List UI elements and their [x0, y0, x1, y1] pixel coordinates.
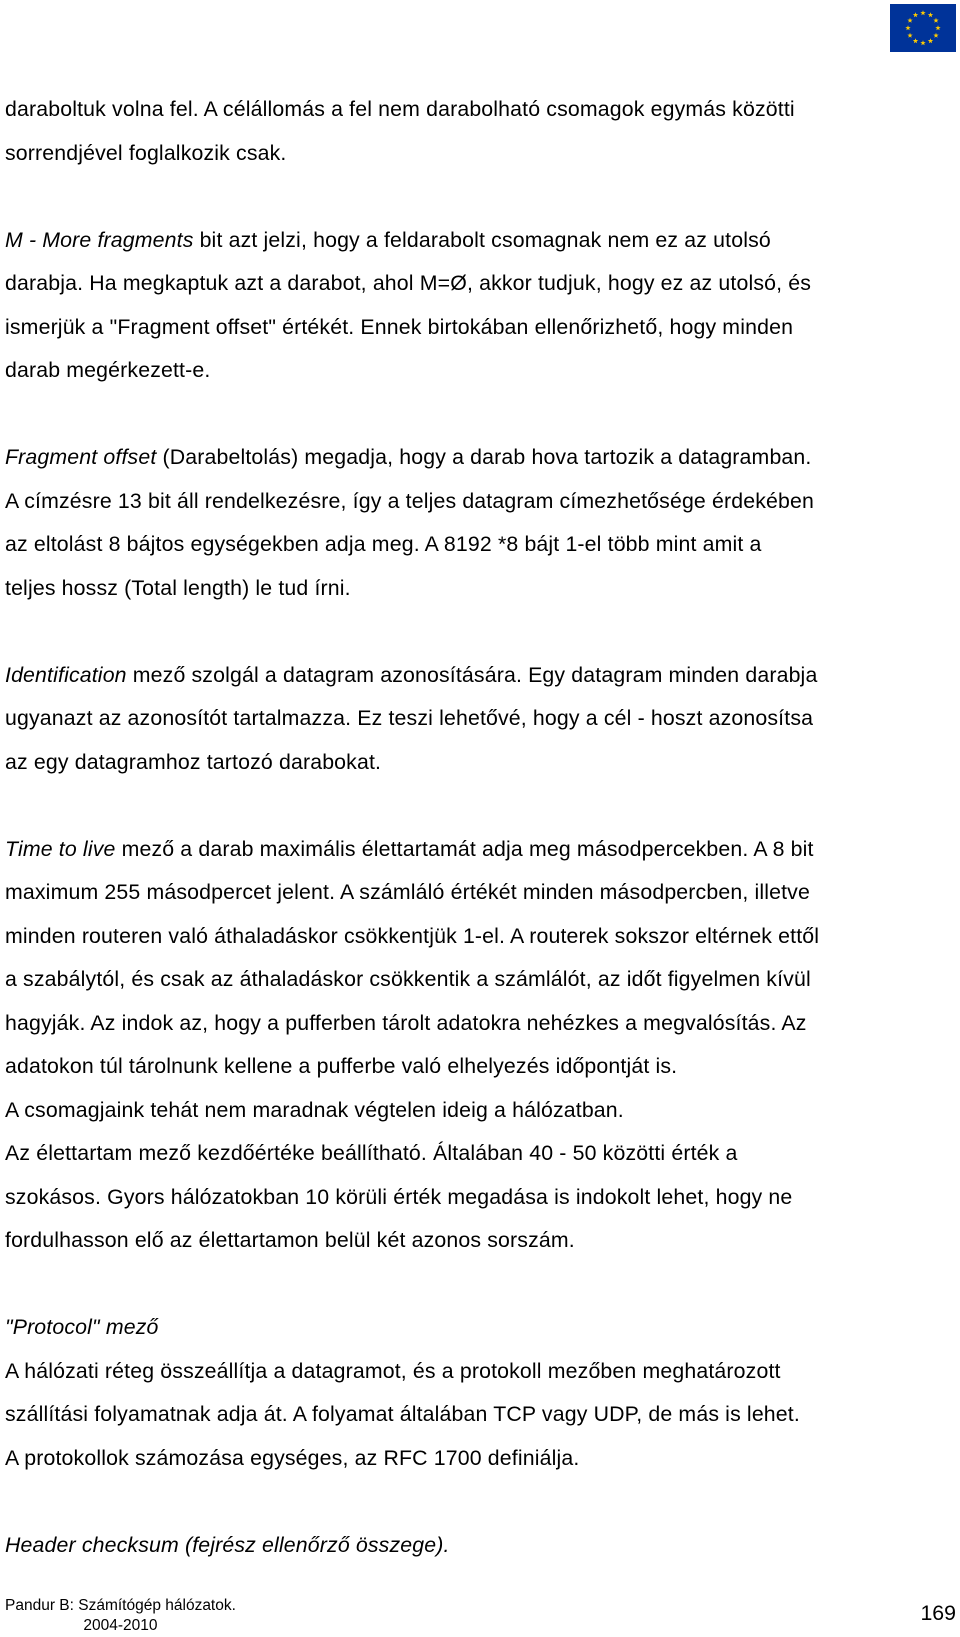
text-line [5, 1393, 945, 1437]
text-run: adatokon túl tárolnunk kellene a pufferbe való elhelyezés időpontját is. [5, 1054, 678, 1078]
text-run: fordulhasson elő az élettartamon belül két azonos sorszám. [5, 1228, 575, 1252]
text-line [5, 1089, 945, 1133]
text-line [5, 828, 945, 872]
italic-term: Time to live [5, 836, 116, 861]
eu-flag-icon [890, 4, 956, 52]
paragraph [5, 654, 945, 785]
text-line [5, 88, 945, 132]
paragraph [5, 828, 945, 1263]
text-line [5, 1045, 945, 1089]
italic-term: Identification [5, 662, 127, 687]
page-number: 169 [920, 1601, 956, 1625]
text-run: szokásos. Gyors hálózatokban 10 körüli érték megadása is indokolt lehet, hogy ne [5, 1184, 793, 1209]
text-line [5, 1132, 945, 1176]
italic-term: Header checksum (fejrész ellenőrző összege). [5, 1532, 450, 1557]
paragraph [5, 88, 945, 175]
footer-citation [5, 1596, 236, 1636]
paragraph [5, 436, 945, 610]
text-line [5, 480, 945, 524]
paragraph [5, 1306, 945, 1480]
document-body [5, 88, 945, 1611]
text-line [5, 915, 945, 959]
text-run: A címzésre 13 bit áll rendelkezésre, így a teljes datagram címezhetősége érdekében [5, 488, 814, 513]
paragraph [5, 219, 945, 393]
text-line [5, 697, 945, 741]
text-run: bit azt jelzi, hogy a feldarabolt csomagnak nem ez az utolsó [193, 227, 771, 252]
text-run: teljes hossz (Total length) le tud írni. [5, 575, 351, 600]
text-line [5, 958, 945, 1002]
text-line [5, 871, 945, 915]
italic-term: Fragment offset [5, 445, 157, 469]
text-run: hagyják. Az indok az, hogy a pufferben tárolt adatokra nehézkes a megvalósítás. Az [5, 1010, 807, 1035]
text-run: az egy datagramhoz tartozó darabokat. [5, 749, 382, 774]
italic-term: "Protocol" mező [5, 1315, 159, 1339]
text-line [5, 567, 945, 611]
text-run: minden routeren való áthaladáskor csökkentjük 1-el. A routerek sokszor eltérnek ettől [5, 923, 820, 948]
text-line [5, 1306, 945, 1350]
text-line [5, 1219, 945, 1263]
text-run: szállítási folyamatnak adja át. A folyamat általában TCP vagy UDP, de más is lehet. [5, 1402, 800, 1426]
text-run: az eltolást 8 bájtos egységekben adja meg. A 8192 *8 bájt 1-el több mint amit a [5, 532, 762, 556]
text-line [5, 1002, 945, 1046]
text-run: ismerjük a "Fragment offset" értékét. Ennek birtokában ellenőrizhető, hogy minden [5, 314, 794, 339]
text-line [5, 132, 945, 176]
text-run: a szabálytól, és csak az áthaladáskor csökkentik a számlálót, az időt figyelmen kívül [5, 967, 811, 991]
footer-author-title: Pandur B: Számítógép hálózatok. [5, 1597, 236, 1614]
text-run: mező a darab maximális élettartamát adja meg másodpercekben. A 8 bit [115, 836, 814, 861]
italic-term: M - More fragments [5, 227, 194, 252]
text-line [5, 1350, 945, 1394]
text-line [5, 1176, 945, 1220]
text-run: daraboltuk volna fel. A célállomás a fel nem darabolható csomagok egymás közötti [5, 97, 795, 121]
text-line [5, 219, 945, 263]
footer-years: 2004-2010 [83, 1617, 158, 1634]
text-run: Az élettartam mező kezdőértéke beállítható. Általában 40 - 50 közötti érték a [5, 1141, 738, 1165]
text-line [5, 741, 945, 785]
text-run: darab megérkezett-e. [5, 358, 211, 382]
paragraph [5, 1524, 945, 1568]
text-line [5, 1524, 945, 1568]
text-line [5, 523, 945, 567]
text-run: ugyanazt az azonosítót tartalmazza. Ez teszi lehetővé, hogy a cél - hoszt azonosítsa [5, 706, 814, 730]
text-run: A hálózati réteg összeállítja a datagramot, és a protokoll mezőben meghatározott [5, 1358, 781, 1383]
text-line [5, 262, 945, 306]
text-run: darabja. Ha megkaptuk azt a darabot, ahol M=Ø, akkor tudjuk, hogy ez az utolsó, és [5, 271, 812, 295]
text-line [5, 436, 945, 480]
text-line [5, 1437, 945, 1481]
text-line [5, 654, 945, 698]
text-run: A csomagjaink tehát nem maradnak végtelen ideig a hálózatban. [5, 1097, 624, 1122]
text-line [5, 349, 945, 393]
text-run: maximum 255 másodpercet jelent. A számláló értékét minden másodpercben, illetve [5, 880, 810, 904]
text-run: A protokollok számozása egységes, az RFC 1700 definiálja. [5, 1445, 580, 1470]
text-run: sorrendjével foglalkozik csak. [5, 140, 287, 165]
text-line [5, 306, 945, 350]
text-run: (Darabeltolás) megadja, hogy a darab hova tartozik a datagramban. [156, 445, 812, 469]
text-run: mező szolgál a datagram azonosítására. Egy datagram minden darabja [126, 662, 818, 687]
